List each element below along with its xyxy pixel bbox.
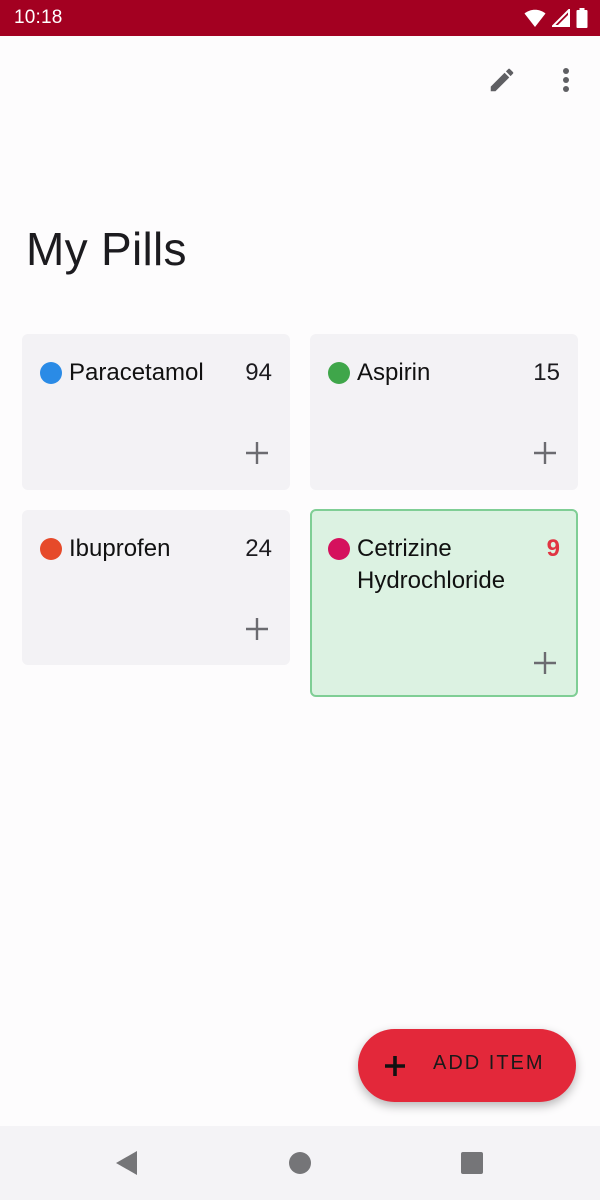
pill-card-ibuprofen[interactable]	[22, 510, 290, 665]
pill-card-paracetamol[interactable]	[22, 334, 290, 490]
pill-color-dot	[328, 538, 350, 560]
increment-plus-icon[interactable]	[244, 616, 270, 642]
increment-plus-icon[interactable]	[532, 440, 558, 466]
pill-count-low: 9	[546, 535, 560, 562]
home-button[interactable]	[285, 1148, 315, 1178]
add-item-label: ADD ITEM	[433, 1052, 545, 1074]
plus-icon	[384, 1055, 406, 1077]
signal-icon	[552, 9, 570, 27]
more-options-button[interactable]	[544, 58, 588, 102]
home-icon	[288, 1151, 312, 1175]
increment-plus-icon[interactable]	[532, 650, 558, 676]
pill-count: 24	[245, 535, 272, 562]
pill-name: Paracetamol	[69, 359, 204, 386]
pill-color-dot	[40, 538, 62, 560]
recents-button[interactable]	[457, 1148, 487, 1178]
pill-count: 94	[245, 359, 272, 386]
system-nav-bar	[0, 1126, 600, 1200]
pill-name: Aspirin	[357, 359, 431, 386]
increment-plus-icon[interactable]	[244, 440, 270, 466]
status-icons	[524, 8, 588, 28]
pill-color-dot	[40, 362, 62, 384]
pill-name: Ibuprofen	[69, 535, 171, 562]
add-item-button[interactable]	[358, 1029, 576, 1102]
status-bar	[0, 0, 600, 36]
more-vert-icon	[561, 65, 571, 95]
page-title: My Pills	[26, 223, 187, 275]
battery-icon	[576, 8, 588, 28]
pill-color-dot	[328, 362, 350, 384]
pill-card-aspirin[interactable]	[310, 334, 578, 490]
recents-icon	[460, 1151, 484, 1175]
pencil-icon	[487, 65, 517, 95]
wifi-icon	[524, 8, 546, 28]
back-icon	[114, 1150, 138, 1176]
pill-name: Cetrizine Hydrochloride	[357, 535, 506, 594]
back-button[interactable]	[111, 1148, 141, 1178]
status-time: 10:18	[14, 7, 63, 28]
pill-card-cetrizine[interactable]	[310, 509, 578, 697]
pill-count: 15	[533, 359, 560, 386]
edit-button[interactable]	[480, 58, 524, 102]
